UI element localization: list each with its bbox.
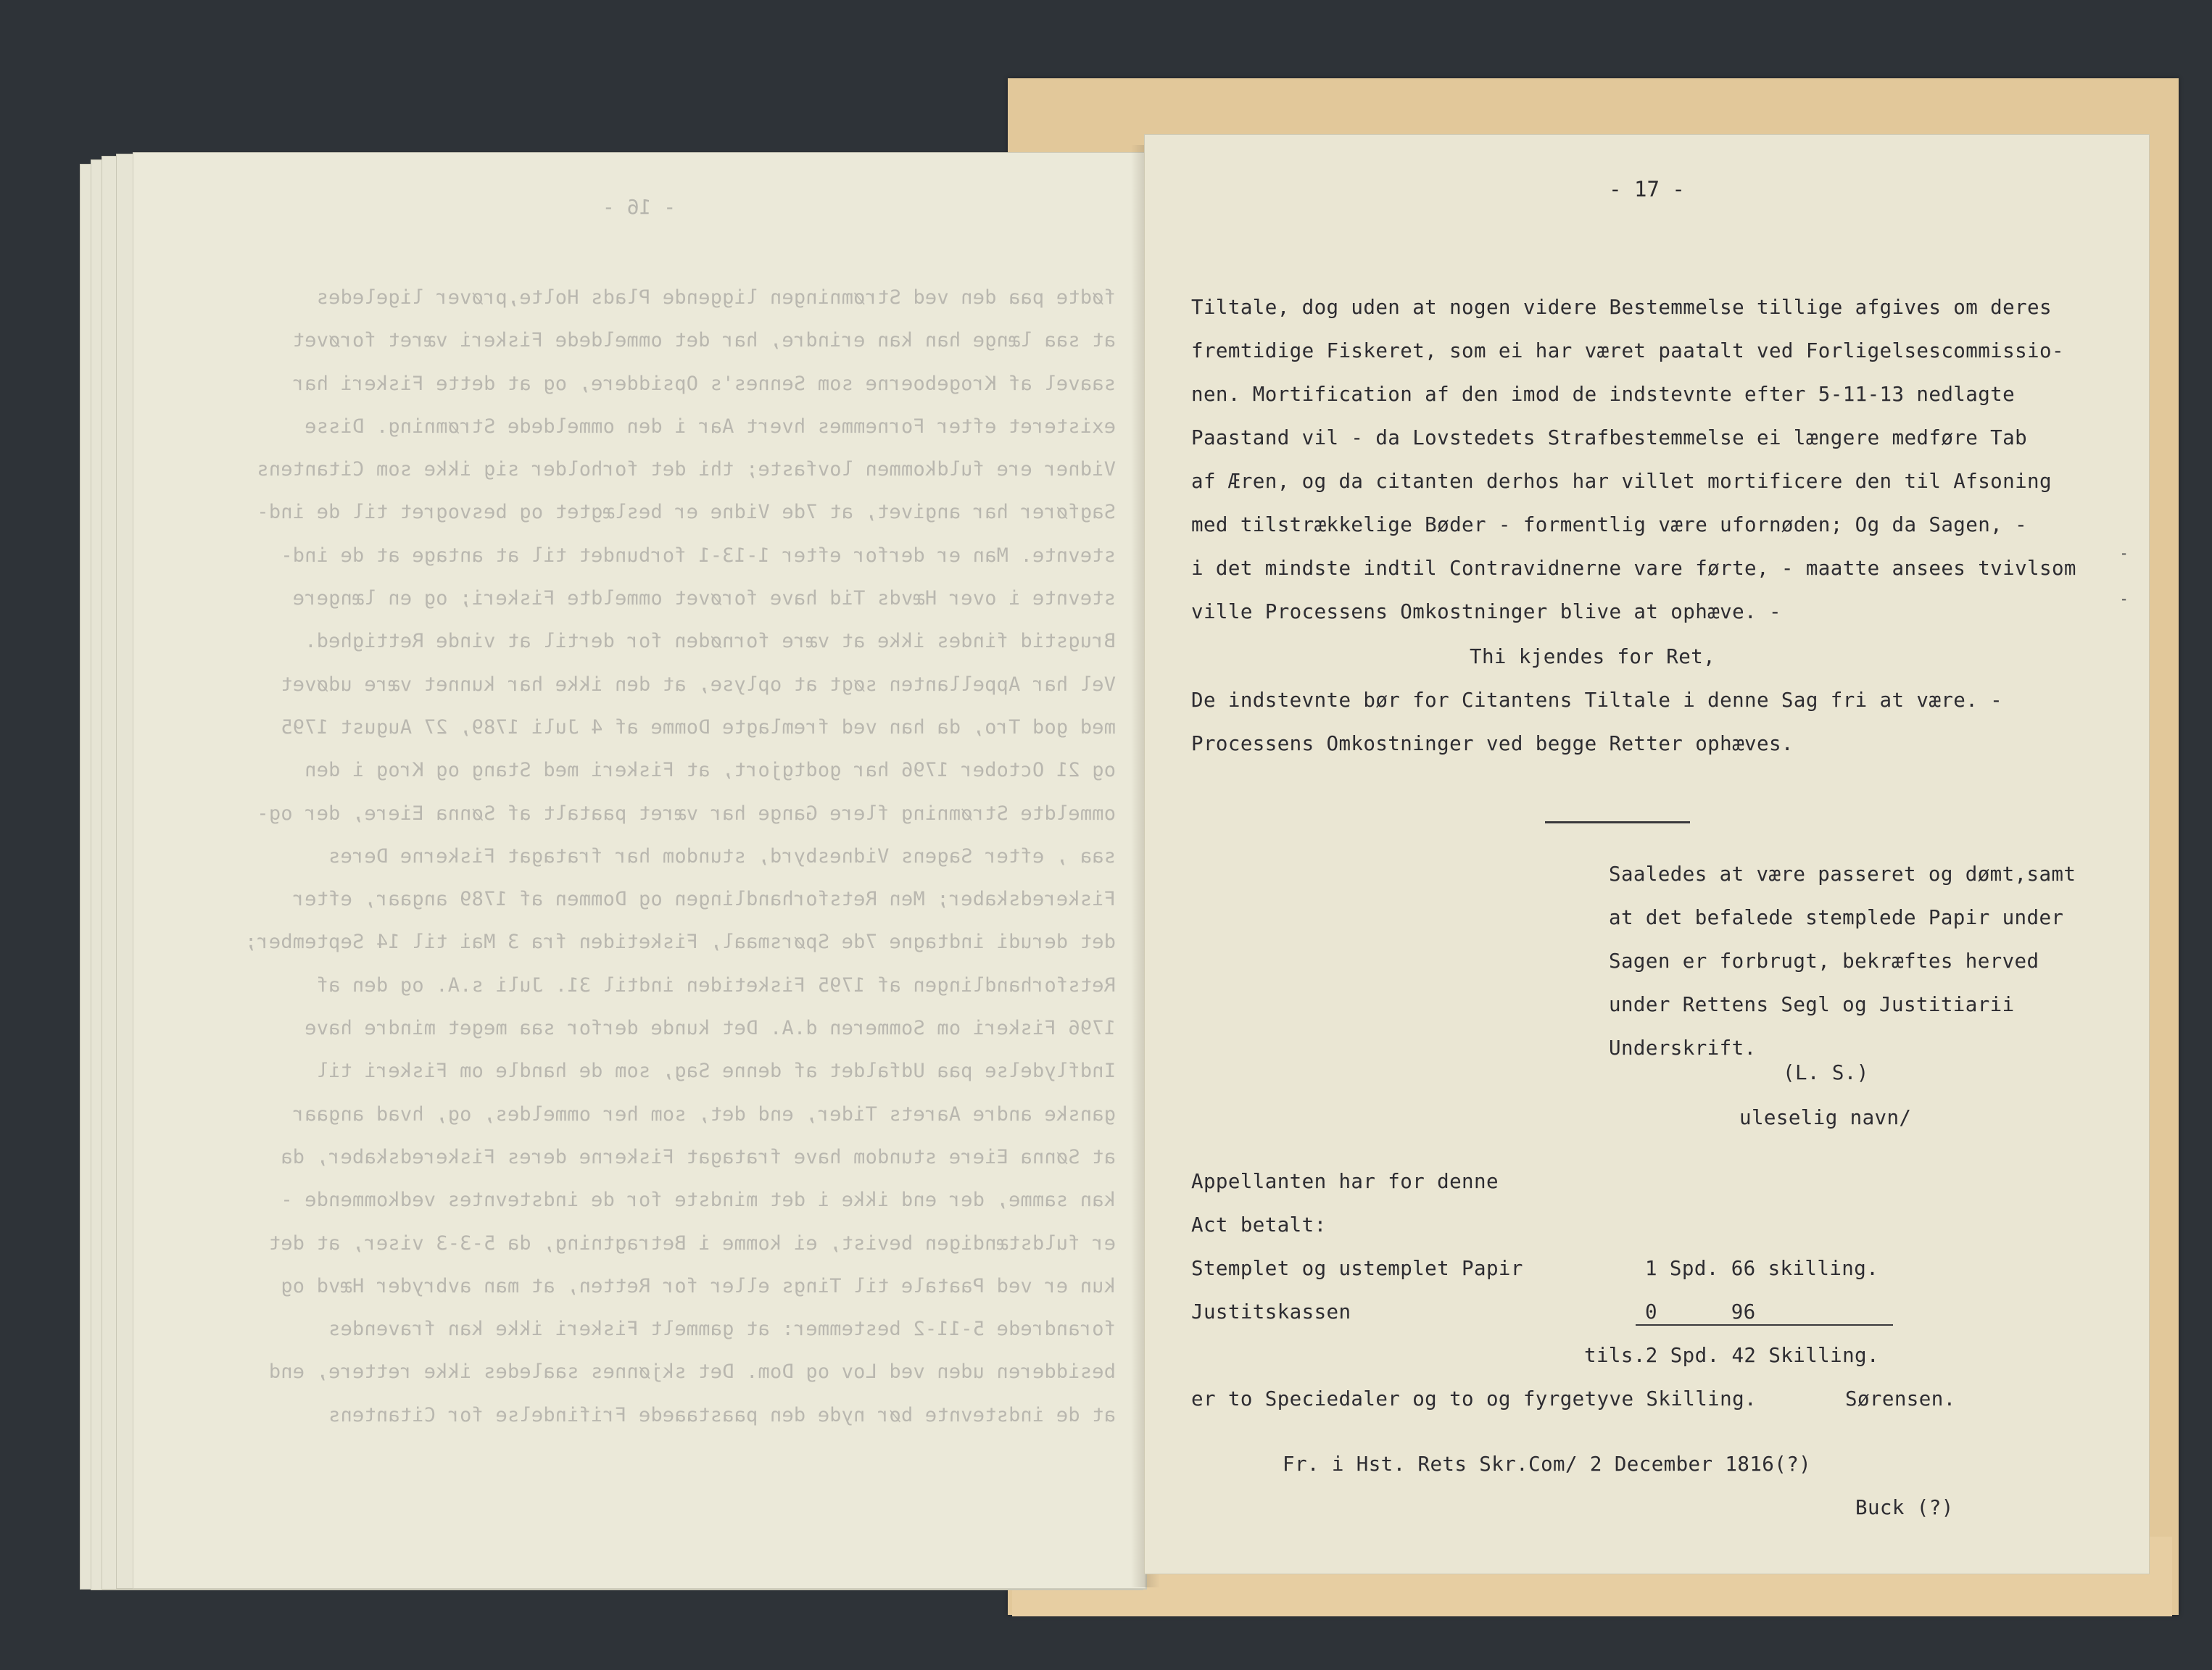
bleed-through-line: Fiskeredskaber; Men Retsforhandlingen og Dommen af 1789 angaar, efter xyxy=(292,888,1116,911)
bleed-through-line: forandrede 5-11-2 bestemmer: at gammelt Fiskeri ikke kan fravendes xyxy=(328,1318,1116,1341)
cost-total-in-words: er to Speciedaler og to og fyrgetyve Skilling. xyxy=(1191,1387,1757,1411)
bleed-through-line: existeret efter Fornemmes hvert Aar i den ommeldede Strømning. Disse xyxy=(305,415,1116,438)
bleed-through-line: kan samme, der end ikke i det mindste for de indstevntes vedkommende - xyxy=(281,1189,1116,1212)
cost-label: Stemplet og ustemplet Papir xyxy=(1191,1257,1523,1280)
body-line: Paastand vil - da Lovstedets Strafbestemmelse ei længere medføre Tab xyxy=(1191,426,2028,449)
left-page-number: - 16 - xyxy=(602,195,676,219)
bleed-through-line: stevnte i over Hævds Tid have forøvet ommeldte Fiskeri; og en længere xyxy=(292,587,1116,610)
bleed-through-line: det derudi indtagne 7de Spørsmaal, Fisketiden fra 3 Mai til 14 September; xyxy=(244,931,1116,954)
attestation-line: Sagen er forbrugt, bekræftes herved xyxy=(1609,950,2039,973)
sum-underline xyxy=(1636,1324,1893,1326)
bleed-through-line: ganske andre Aarets Tider, end det, som her ommeldes, og, hvad angaar xyxy=(292,1102,1116,1126)
cost-label: Justitskassen xyxy=(1191,1300,1351,1324)
bleed-through-line: Indflydelse paa Udfaldet af denne Sag, som de handle om Fiskeri til xyxy=(316,1060,1116,1083)
bleed-through-line: saavel af Krogeboerne som Sennes's Opsiddere, og at dette Fiskeri har xyxy=(292,372,1116,395)
bleed-through-line: at Sønna Eiere stundom have fratagat Fiskerne deres Fiskeredskaber, da xyxy=(281,1145,1116,1168)
cost-amount: 1 Spd. 66 skilling. xyxy=(1645,1257,1879,1280)
page-number: - 17 - xyxy=(1609,177,1685,202)
body-line: nen. Mortification af den imod de indstevnte efter 5-11-13 nedlagte xyxy=(1191,383,2016,406)
body-line: med tilstrækkelige Bøder - formentlig være ufornøden; Og da Sagen, - xyxy=(1191,513,2028,536)
bleed-through-line: er fuldstændigen bevist, ei komme i Betragtning, da 5-3-3 viser, at det xyxy=(268,1231,1116,1255)
margin-tick-mark: ⁃ xyxy=(2121,547,2127,562)
bleed-through-line: Vidner ere fuldkommen lovfaste; thi det forholder sig ikke som Citantens xyxy=(257,458,1116,481)
bleed-through-line: besidderen uden ved Lov og Dom. Det skjønnes saaledes ikke rettere, end xyxy=(268,1360,1116,1384)
body-line: i det mindste indtil Contravidnerne vare førte, - maatte ansees tvivlsom xyxy=(1191,557,2076,580)
bleed-through-line: stevnte. Man er derfor efter 1-13-1 forbundet til at antage at de ind- xyxy=(281,544,1116,567)
bleed-through-line: Vel har Appellanten søgt at oplyse, at den ikke har kunnet være udøvet xyxy=(281,673,1116,696)
bleed-through-line: ommeldte Strømning flere Gange har været paatalt af Sønna Eiere, der og- xyxy=(257,802,1116,825)
bleed-through-text xyxy=(166,276,1116,1437)
clerk-name: Sørensen. xyxy=(1845,1387,1956,1411)
bleed-through-line: at de indstevnte bør nyde den paastaaede Frifindelse for Citantens xyxy=(328,1403,1116,1426)
left-page xyxy=(133,152,1146,1589)
costs-intro-line: Appellanten har for denne xyxy=(1191,1170,1499,1193)
bleed-through-line: med god Tro, da han ved fremlagte Domme af 4 Juli 1789, 27 August 1795 xyxy=(281,715,1116,739)
bleed-through-line: Brugstid findes ikke at være fornøden for dertil at vinde Rettighed. xyxy=(305,630,1116,653)
margin-tick-mark: ⁃ xyxy=(2121,593,2127,608)
bleed-through-line: 1796 Fiskeri om Sommeren d.A. Det kunde derfor saa meget mindre have xyxy=(305,1017,1116,1040)
bleed-through-line: saa , efter Sagens Vidnesbyrd, stundom har fratagat Fiskerne Deres xyxy=(328,844,1116,868)
bleed-through-line: Sagfører har angivet, at 7de Vidne er beslægtet og besvogret til de ind- xyxy=(257,501,1116,524)
bleed-through-line: at saa længe han kan erindre, har det ommeldede Fiskeri været forøvet xyxy=(292,329,1116,352)
section-divider xyxy=(1545,821,1690,823)
verdict-line: Processens Omkostninger ved begge Retter ophæves. xyxy=(1191,732,1794,755)
verdict-line: De indstevnte bør for Citantens Tiltale i denne Sag fri at være. - xyxy=(1191,689,2003,712)
body-line: af Æren, og da citanten derhos har villet mortificere den til Afsoning xyxy=(1191,470,2052,493)
right-page xyxy=(1144,134,2150,1574)
body-line: fremtidige Fiskeret, som ei har været paatalt ved Forligelsescommissio- xyxy=(1191,339,2064,362)
bleed-through-line: og 21 October 1796 har godtgjort, at Fiskeri med Stang og Krog i den xyxy=(305,759,1116,782)
seal-mark: (L. S.) xyxy=(1783,1061,1869,1084)
cost-total: tils.2 Spd. 42 Skilling. xyxy=(1584,1344,1879,1367)
cost-amount: 0 96 xyxy=(1645,1300,1756,1324)
attestation-line: at det befalede stemplede Papir under xyxy=(1609,906,2064,929)
verdict-heading: Thi kjendes for Ret, xyxy=(1470,645,1716,668)
attestation-line: under Rettens Segl og Justitiarii xyxy=(1609,993,2015,1016)
bleed-through-line: fødte paa den ved Strømningen liggende Plads Holte,prøver ligeledes xyxy=(316,286,1116,309)
attestation-line: Underskrift. xyxy=(1609,1037,1757,1060)
footer-name: Buck (?) xyxy=(1855,1496,1954,1519)
body-line: ville Processens Omkostninger blive at ophæve. - xyxy=(1191,600,1781,623)
attestation-line: Saaledes at være passeret og dømt,samt xyxy=(1609,863,2076,886)
signature-note: uleselig navn/ xyxy=(1739,1106,1912,1129)
bleed-through-line: Retsforhandlingen af 1795 Fisketiden indtil 31. Juli s.A. og den af xyxy=(316,973,1116,997)
body-line: Tiltale, dog uden at nogen videre Bestemmelse tillige afgives om deres xyxy=(1191,296,2052,319)
bleed-through-line: kun er ved Paatale til Tings eller for Retten, at man avbryder Hævd og xyxy=(281,1274,1116,1297)
footer-reference: Fr. i Hst. Rets Skr.Com/ 2 December 1816(?) xyxy=(1283,1453,1812,1476)
costs-intro-line: Act betalt: xyxy=(1191,1213,1327,1237)
